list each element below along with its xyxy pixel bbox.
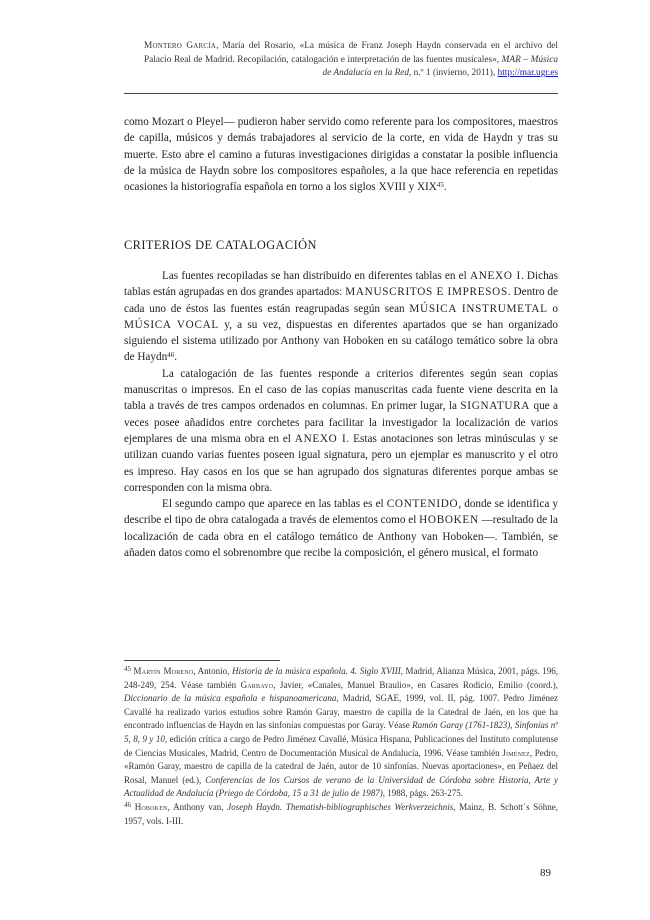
p3-text-1: El segundo campo que aparece en las tablas es el [162, 498, 387, 511]
p2-text-2: que a veces posee añadidos entre corchetes para facilitar la investigador la localización de varios ejemplares de una misma obra en el [124, 400, 558, 445]
footnote-text: , Antonio, [193, 666, 232, 676]
p2-text-1: La catalogación de las fuentes responde a criterios diferentes según sean copias manuscritas o impresos. En el caso de las copias manuscritas cada fuente viene descrita en la tabla a través de tres campos ordenados en columnas. En primer lugar, la [124, 367, 558, 413]
footnote-author: Garbayo [240, 679, 274, 690]
footnote-text: , Pedro, «Ramón Garay, maestro de capilla de la catedral de Jaén, autor de 10 sinfonías. Nuevas aportaciones», en Peñaez del Rosal, Manuel (ed.), [124, 747, 559, 785]
page-number: 89 [540, 867, 551, 879]
intro-text: como Mozart o Pleyel— pudieron haber servido como referente para los compositores, maestros de capilla, músicos y demás trabajadores al servicio de la corte, en vida de Haydn y tras su muerte. Esto abre el camino a futuras investigaciones dirigidas a constatar la posible influencia de la música de Haydn sobre los compositores españoles, a la que hace referencia en repetidas ocasiones la historiografía española en torno a los siglos XVIII y XIX [124, 116, 558, 194]
p1-text-5: y, a su vez, dispuestas en diferentes apartados que se han organizado siguiendo el sistema utilizado por Anthony van Hoboken en su catálogo temático sobre la obra de Haydn [124, 318, 558, 364]
footnote-text: , 1988, págs. 263-275. [382, 788, 463, 799]
section-body [124, 268, 558, 561]
p3-term-hoboken: HOBOKEN [419, 514, 479, 527]
p1-term-anexo: ANEXO I [469, 270, 521, 282]
footnote-number: 46 [124, 800, 131, 809]
intro-end: . [443, 181, 447, 194]
p1-term-vocal: MÚSICA VOCAL [124, 318, 219, 331]
footnote-text: , Javier, «Canales, Manuel Braulio», en Casares Rodicio, Emilio (coord.), [273, 679, 559, 690]
footnote-45 [124, 665, 558, 801]
section-heading: CRITERIOS DE CATALOGACIÓN [124, 238, 317, 252]
p3-text-2: , donde se identifica y describe el tipo de obra catalogada a través de elementos como el [124, 498, 558, 527]
header-text-1: , María del Rosario, «La música de Franz Joseph Haydn conservada en el archivo del Palacio Real de Madrid. Recopilación, catalogación e interpretación de las fuentes musicales», [144, 41, 558, 65]
p3-text-3: —resultado de la localización de cada obra en el catálogo temático de Anthony van Hoboken—. También, se añaden datos como el sobrenombre que recibe la composición, el género musical, el formato [124, 514, 558, 560]
footnote-author: Hoboken [134, 801, 168, 812]
footnote-title: Diccionario de la música española e hispanoamericana [124, 693, 337, 704]
intro-paragraph [124, 114, 558, 195]
footnote-title: Conferencias de los Cursos de verano de la Universidad de Córdoba sobre Historia, Arte y Actualidad de Andalucía (Priego de Córdoba, 15 a 31 de julio de 1987) [124, 774, 559, 799]
header-link[interactable]: http://mar.ugr.es [497, 68, 558, 79]
paragraph-2 [124, 366, 558, 496]
footnote-ref-45[interactable]: 45 [436, 181, 444, 190]
footnote-title: Historia de la música española. 4. Siglo XVIII [231, 666, 401, 676]
header-author: Montero García [144, 41, 217, 51]
p1-text-2: . Dichas tablas están agrupadas en dos grandes apartados: [124, 270, 559, 299]
footnote-text: , edición crítica a cargo de Pedro Jiménez Cavallé, Música Hispana, Publicaciones del Instituto complutense de Ciencias Musicales, Madrid, Centro de Documentación Musical de Andalucía, 1996. Véase también [124, 733, 558, 758]
p2-term-anexo: ANEXO I [294, 432, 347, 445]
p1-term-instrumental: MÚSICA INSTRUMETAL [409, 302, 548, 315]
p3-term-contenido: CONTENIDO [386, 498, 459, 511]
footnote-text: , Madrid, SGAE, 1999, vol. II, pág. 1007. Pedro Jiménez Cavallé ha realizado varios estudios sobre Ramón Garay, maestro de capilla de la Catedral de Jaén, en los que ha encontrado influencias de Haydn en las sinfonías compuestas por Garay. Véase [124, 693, 558, 731]
footnotes [124, 665, 558, 828]
footnote-separator [124, 660, 280, 661]
footnote-title: Ramón Garay (1761-1823), Sinfonías nº 5, 8, 9 y 10 [124, 720, 559, 744]
p1-text-1: Las fuentes recopiladas se han distribuido en diferentes tablas en el [162, 270, 470, 282]
p1-term-manuscritos: MANUSCRITOS E IMPRESOS [345, 286, 508, 299]
footnote-text: , Madrid, Alianza Música, 2001, págs. 196, 248-249, 254. Véase también [124, 666, 559, 690]
intro-block [124, 114, 558, 195]
paragraph-3 [124, 496, 558, 561]
footnote-number: 45 [124, 665, 131, 673]
p2-text-3: . Estas anotaciones son letras minúsculas y se utilizan cuando varias fuentes poseen igual signatura, pero un ejemplar es manuscrito y el otro es impreso. Hay casos en los que se han agrupado dos signaturas diferentes porque ambas se corresponden con la misma obra. [124, 432, 559, 494]
header-text-2: , n.º 1 (invierno, 2011), [409, 68, 498, 79]
running-header [144, 40, 558, 81]
header-journal: MAR – Música de Andalucía en la Red [322, 54, 558, 79]
p1-text-3: . Dentro de cada uno de éstos las fuentes están reagrupadas según sean [124, 286, 558, 315]
p2-term-signatura: SIGNATURA [460, 400, 531, 413]
footnote-author: Martín Moreno [133, 666, 194, 676]
footnote-46 [124, 801, 558, 828]
header-rule [124, 93, 558, 94]
p1-end: . [174, 351, 177, 364]
footnote-text: , Anthony van, [167, 801, 228, 812]
footnote-text: , Mainz, B. Schott´s Söhne, 1957, vols. I-III. [124, 801, 559, 826]
footnote-title: Joseph Haydn. Thematish-bibliographisches Werkverzeichnis [227, 801, 454, 812]
p1-text-4: o [547, 302, 559, 315]
footnote-author: Jiménez [502, 747, 530, 758]
footnote-ref-46[interactable]: 46 [167, 351, 175, 360]
paragraph-1 [124, 268, 558, 366]
